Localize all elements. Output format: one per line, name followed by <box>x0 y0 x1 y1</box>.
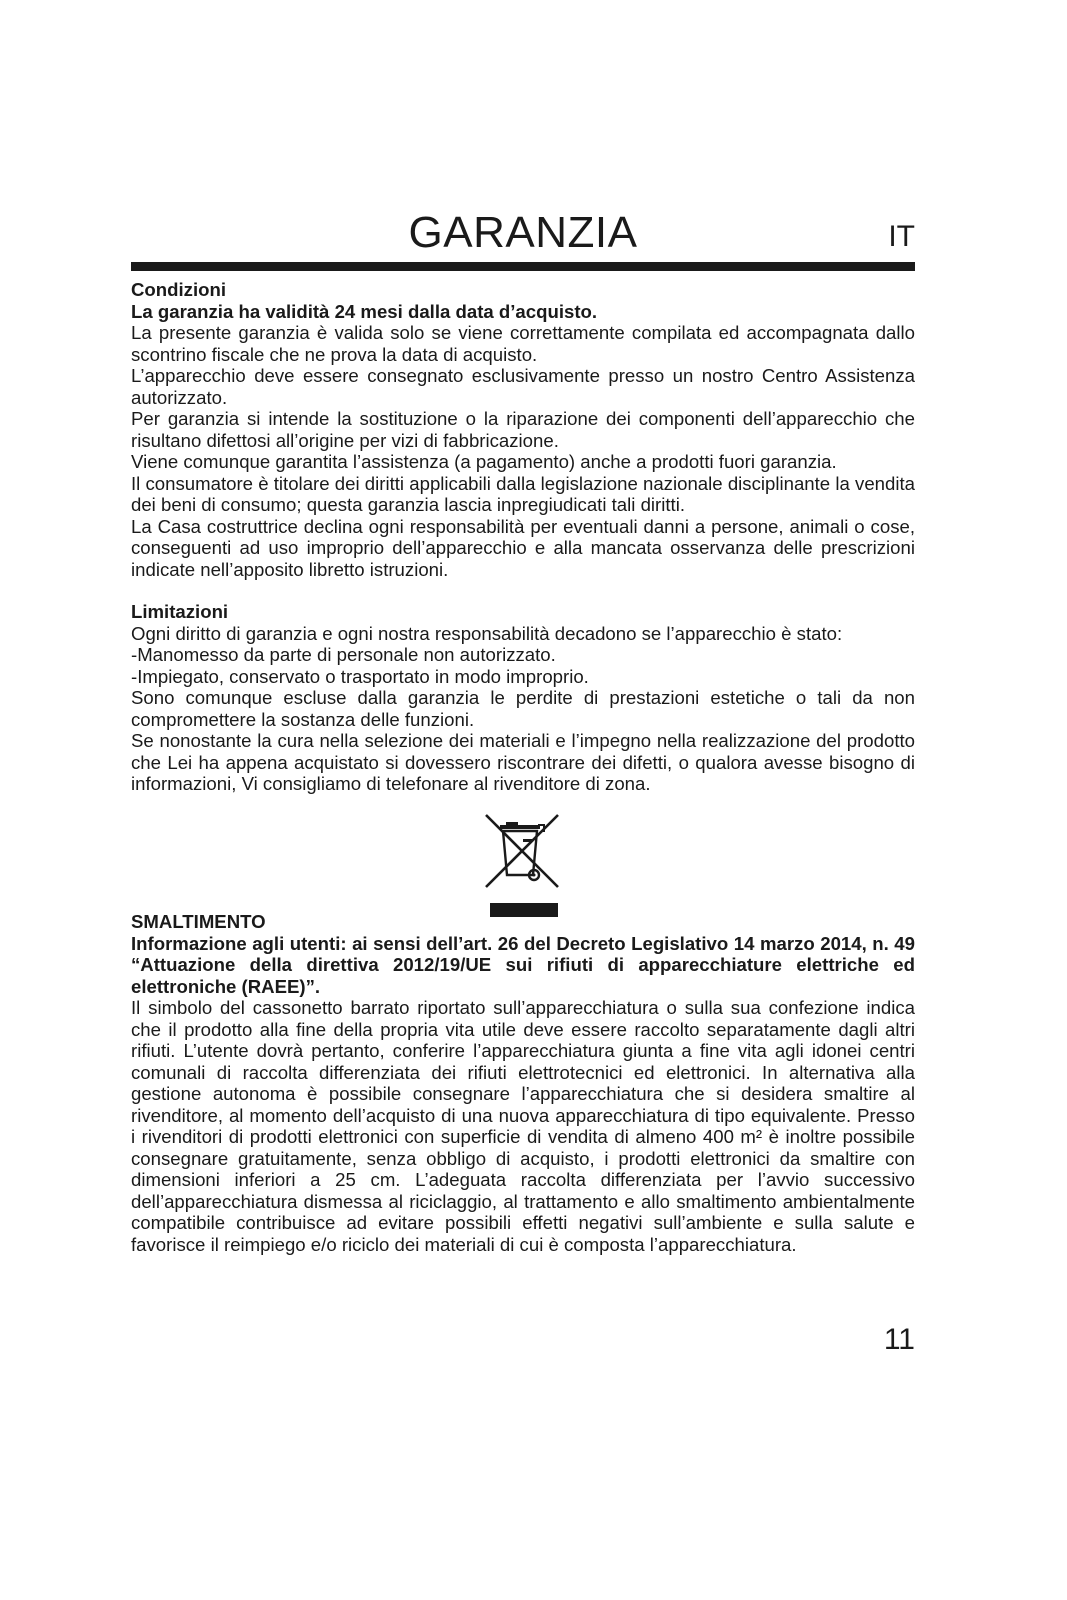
limitazioni-paragraph: Sono comunque escluse dalla garanzia le perdite di prestazioni estetiche o tali da non compromettere la sostanza delle funzioni. <box>131 687 915 730</box>
limitazioni-paragraph: Ogni diritto di garanzia e ogni nostra responsabilità decadono se l’apparecchio è stato: <box>131 622 843 644</box>
condizioni-heading: Condizioni <box>131 279 227 300</box>
limitazioni-paragraph: -Manomesso da parte di personale non autorizzato. <box>131 644 556 665</box>
condizioni-paragraph: La presente garanzia è valida solo se viene correttamente compilata ed accompagnata dallo scontrino fiscale che ne prova la data di acquisto. <box>131 322 915 365</box>
smaltimento-info: Informazione agli utenti: ai sensi dell’art. 26 del Decreto Legislativo 14 marzo 2014, n. 49 “Attuazione della direttiva 2012/19/UE sui rifiuti di apparecchiature elettriche ed elettroniche (RAEE)”. <box>131 932 915 997</box>
language-code: IT <box>888 220 915 253</box>
condizioni-paragraph: Per garanzia si intende la sostituzione o la riparazione dei componenti dell’apparecchio che risultano difettosi all’origine per vizi di fabbricazione. <box>131 408 915 451</box>
limitazioni-heading: Limitazioni <box>131 601 229 622</box>
condizioni-validity: La garanzia ha validità 24 mesi dalla data d’acquisto. <box>131 300 598 322</box>
smaltimento-body: Il simbolo del cassonetto barrato riportato sull’apparecchiatura o sulla sua confezione indica che il prodotto alla fine della propria vita utile deve essere raccolto separatamente dagli altri rifiuti. L’utente dovrà pertanto, conferire l’apparecchiatura giunta a fine vita agli idonei centri comunali di raccolta differenziata dei rifiuti elettrotecnici ed elettronici. In alternativa alla gestione autonoma è possibile consegnare l’apparecchiatura che si desidera smaltire al rivenditore, al momento dell’acquisto di una nuova apparecchiatura di tipo equivalente. Presso i rivenditori di prodotti elettronici con superficie di vendita di almeno 400 m² è inoltre possibile consegnare gratuitamente, senza obbligo di acquisto, i prodotti elettronici da smaltire con dimensioni inferiori a 25 cm. L’adeguata raccolta differenziata per l’avvio successivo dell’apparecchiatura dismessa al riciclaggio, al trattamento e allo smaltimento ambientalmente compatibile contribuisce ad evitare possibili effetti negativi sull’ambiente e sulla salute e favorisce il reimpiego e/o riciclo dei materiali di cui è composta l’apparecchiatura. <box>131 997 915 1255</box>
warranty-content <box>131 279 915 795</box>
disposal-section <box>131 911 915 1255</box>
condizioni-paragraph: L’apparecchio deve essere consegnato esclusivamente presso un nostro Centro Assistenza autorizzato. <box>131 365 915 408</box>
page-header <box>131 205 915 265</box>
condizioni-paragraph: La Casa costruttrice declina ogni responsabilità per eventuali danni a persone, animali o cose, conseguenti ad uso improprio dell’apparecchio e alla mancata osservanza delle prescrizioni indicate nell’apposito libretto istruzioni. <box>131 515 915 580</box>
header-rule <box>131 262 915 271</box>
smaltimento-heading: SMALTIMENTO <box>131 911 266 932</box>
crossed-out-wheelie-bin-icon <box>481 812 563 920</box>
page-number: 11 <box>883 1323 915 1356</box>
limitazioni-paragraph: Se nonostante la cura nella selezione dei materiali e l’impegno nella realizzazione del prodotto che Lei ha appena acquistato si dovessero riscontrare dei difetti, o qualora avesse bisogno di informazioni, Vi consigliamo di telefonare al rivenditore di zona. <box>131 730 915 794</box>
limitazioni-paragraph: -Impiegato, conservato o trasportato in modo improprio. <box>131 665 589 687</box>
page-title: GARANZIA <box>408 208 638 257</box>
section-spacer <box>131 580 915 601</box>
condizioni-paragraph: Il consumatore è titolare dei diritti applicabili dalla legislazione nazionale disciplinante la vendita dei beni di consumo; questa garanzia lascia inpregiudicati tali diritti. <box>131 472 915 515</box>
condizioni-paragraph: Viene comunque garantita l’assistenza (a pagamento) anche a prodotti fuori garanzia. <box>131 451 837 472</box>
